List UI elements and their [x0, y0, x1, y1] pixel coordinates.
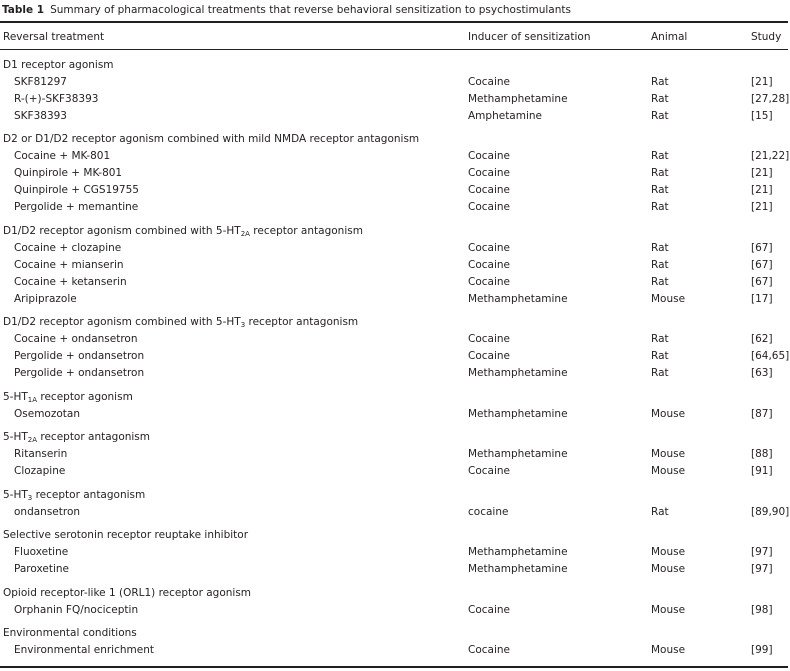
header-rule: [0, 49, 788, 50]
group-heading: [0, 223, 790, 240]
group-title-subscript: 3: [27, 494, 33, 502]
header-study: Study: [751, 31, 782, 43]
cell-animal: Mouse: [651, 644, 686, 656]
cell-reversal-treatment: Environmental enrichment: [14, 644, 154, 656]
cell-reversal-treatment: Quinpirole + MK-801: [14, 167, 123, 179]
group-heading: [0, 314, 790, 331]
cell-animal: Rat: [651, 167, 669, 179]
group-title-prefix: D1/D2 receptor agonism combined with 5-HT: [3, 316, 241, 328]
group-title-subscript: 2A: [240, 230, 250, 238]
cell-inducer: Cocaine: [468, 333, 510, 345]
cell-study: [63]: [751, 367, 773, 379]
table-label: Table 1: [2, 4, 45, 16]
group-heading: [0, 487, 790, 504]
cell-inducer: Methamphetamine: [468, 93, 568, 105]
table-row: [0, 446, 790, 463]
table-row: [0, 74, 790, 91]
cell-inducer: Cocaine: [468, 167, 510, 179]
group-title-suffix: receptor antagonism: [249, 225, 363, 237]
group-title: D1 receptor agonism: [3, 59, 114, 71]
group-title: [3, 223, 363, 240]
group-title-prefix: 5-HT: [3, 431, 28, 443]
group-title-suffix: receptor antagonism: [32, 489, 146, 501]
group-heading: [0, 57, 790, 74]
cell-inducer: Cocaine: [468, 201, 510, 213]
cell-study: [27,28]: [751, 93, 790, 105]
cell-inducer: Cocaine: [468, 150, 510, 162]
cell-reversal-treatment: Orphanin FQ/nociceptin: [14, 604, 139, 616]
group-heading: [0, 389, 790, 406]
group-title: D2 or D1/D2 receptor agonism combined with mild NMDA receptor antagonism: [3, 133, 420, 145]
cell-animal: Rat: [651, 350, 669, 362]
table-row: [0, 240, 790, 257]
cell-reversal-treatment: Fluoxetine: [14, 546, 69, 558]
cell-inducer: Cocaine: [468, 184, 510, 196]
cell-animal: Rat: [651, 110, 669, 122]
header-animal: Animal: [651, 31, 688, 43]
header-row: [0, 29, 790, 46]
cell-reversal-treatment: Clozapine: [14, 465, 66, 477]
table-row: [0, 291, 790, 308]
cell-study: [62]: [751, 333, 773, 345]
group-title-suffix: receptor agonism: [37, 391, 133, 403]
cell-reversal-treatment: Paroxetine: [14, 563, 69, 575]
cell-inducer: Methamphetamine: [468, 293, 568, 305]
cell-study: [21]: [751, 184, 773, 196]
cell-inducer: Methamphetamine: [468, 367, 568, 379]
cell-reversal-treatment: Aripiprazole: [14, 293, 77, 305]
bottom-rule: [0, 666, 788, 668]
table-row: [0, 642, 790, 659]
cell-study: [17]: [751, 293, 773, 305]
table-row: [0, 561, 790, 578]
cell-inducer: Cocaine: [468, 276, 510, 288]
header-inducer: Inducer of sensitization: [468, 31, 591, 43]
cell-reversal-treatment: Ritanserin: [14, 448, 68, 460]
cell-study: [98]: [751, 604, 773, 616]
cell-reversal-treatment: Osemozotan: [14, 408, 80, 420]
table-row: [0, 274, 790, 291]
cell-reversal-treatment: Pergolide + memantine: [14, 201, 139, 213]
cell-animal: Rat: [651, 76, 669, 88]
table-row: [0, 148, 790, 165]
table-row: [0, 348, 790, 365]
group-title-subscript: 1A: [27, 396, 38, 404]
group-heading: [0, 429, 790, 446]
cell-reversal-treatment: Cocaine + ondansetron: [14, 333, 138, 345]
group-title: [3, 389, 133, 406]
cell-reversal-treatment: SKF38393: [14, 110, 67, 122]
cell-animal: Rat: [651, 93, 669, 105]
cell-animal: Rat: [651, 276, 669, 288]
cell-study: [64,65]: [751, 350, 790, 362]
table-row: [0, 504, 790, 521]
cell-animal: Rat: [651, 242, 669, 254]
group-title-prefix: 5-HT: [3, 391, 28, 403]
cell-inducer: Cocaine: [468, 350, 510, 362]
cell-study: [21]: [751, 76, 773, 88]
table-row: [0, 91, 790, 108]
cell-study: [99]: [751, 644, 773, 656]
group-title: [3, 314, 358, 331]
table-caption: [2, 3, 571, 19]
cell-animal: Mouse: [651, 293, 686, 305]
cell-inducer: Methamphetamine: [468, 563, 568, 575]
table-row: [0, 199, 790, 216]
group-title-subscript: 3: [240, 321, 246, 329]
cell-study: [89,90]: [751, 506, 790, 518]
table-row: [0, 463, 790, 480]
cell-inducer: Methamphetamine: [468, 448, 568, 460]
table-row: [0, 257, 790, 274]
cell-reversal-treatment: ondansetron: [14, 506, 81, 518]
cell-animal: Rat: [651, 367, 669, 379]
table-caption-text: Summary of pharmacological treatments that reverse behavioral sensitization to psychostimulants: [50, 4, 571, 16]
cell-animal: Rat: [651, 506, 669, 518]
cell-reversal-treatment: Pergolide + ondansetron: [14, 350, 145, 362]
table-row: [0, 406, 790, 423]
cell-inducer: Amphetamine: [468, 110, 543, 122]
group-heading: [0, 625, 790, 642]
table-row: [0, 108, 790, 125]
cell-reversal-treatment: Pergolide + ondansetron: [14, 367, 145, 379]
cell-study: [87]: [751, 408, 773, 420]
cell-inducer: Cocaine: [468, 259, 510, 271]
cell-inducer: Cocaine: [468, 76, 510, 88]
cell-reversal-treatment: SKF81297: [14, 76, 67, 88]
table-row: [0, 365, 790, 382]
table-row: [0, 544, 790, 561]
group-heading: [0, 131, 790, 148]
cell-study: [15]: [751, 110, 773, 122]
cell-study: [97]: [751, 546, 773, 558]
cell-inducer: Cocaine: [468, 604, 510, 616]
cell-inducer: Methamphetamine: [468, 546, 568, 558]
group-title-subscript: 2A: [27, 436, 38, 444]
group-title-suffix: receptor antagonism: [245, 316, 359, 328]
group-title: Selective serotonin receptor reuptake inhibitor: [3, 529, 249, 541]
cell-reversal-treatment: Cocaine + clozapine: [14, 242, 122, 254]
cell-inducer: Cocaine: [468, 242, 510, 254]
cell-animal: Rat: [651, 184, 669, 196]
cell-study: [91]: [751, 465, 773, 477]
cell-animal: Mouse: [651, 563, 686, 575]
cell-study: [21]: [751, 167, 773, 179]
cell-inducer: Cocaine: [468, 465, 510, 477]
cell-animal: Mouse: [651, 604, 686, 616]
cell-animal: Rat: [651, 333, 669, 345]
cell-reversal-treatment: Cocaine + mianserin: [14, 259, 124, 271]
cell-inducer: Methamphetamine: [468, 408, 568, 420]
cell-study: [88]: [751, 448, 773, 460]
cell-study: [21]: [751, 201, 773, 213]
group-title: [3, 429, 150, 446]
cell-reversal-treatment: Cocaine + MK-801: [14, 150, 111, 162]
cell-inducer: cocaine: [468, 506, 509, 518]
cell-animal: Mouse: [651, 448, 686, 460]
cell-animal: Mouse: [651, 465, 686, 477]
group-title: Environmental conditions: [3, 627, 137, 639]
cell-animal: Rat: [651, 259, 669, 271]
group-title: Opioid receptor-like 1 (ORL1) receptor agonism: [3, 587, 252, 599]
group-title-prefix: D1/D2 receptor agonism combined with 5-HT: [3, 225, 241, 237]
cell-study: [67]: [751, 242, 773, 254]
cell-animal: Rat: [651, 201, 669, 213]
table-row: [0, 602, 790, 619]
cell-reversal-treatment: R-(+)-SKF38393: [14, 93, 99, 105]
header-reversal-treatment: Reversal treatment: [3, 31, 105, 43]
group-title-suffix: receptor antagonism: [37, 431, 151, 443]
cell-animal: Mouse: [651, 408, 686, 420]
table-row: [0, 331, 790, 348]
cell-reversal-treatment: Cocaine + ketanserin: [14, 276, 127, 288]
group-title-prefix: 5-HT: [3, 489, 28, 501]
cell-study: [67]: [751, 276, 773, 288]
group-heading: [0, 585, 790, 602]
group-title: [3, 487, 145, 504]
table-row: [0, 182, 790, 199]
cell-inducer: Cocaine: [468, 644, 510, 656]
table-row: [0, 165, 790, 182]
cell-animal: Mouse: [651, 546, 686, 558]
cell-animal: Rat: [651, 150, 669, 162]
top-rule: [0, 21, 788, 23]
cell-study: [67]: [751, 259, 773, 271]
cell-study: [21,22]: [751, 150, 790, 162]
cell-study: [97]: [751, 563, 773, 575]
group-heading: [0, 527, 790, 544]
cell-reversal-treatment: Quinpirole + CGS19755: [14, 184, 139, 196]
